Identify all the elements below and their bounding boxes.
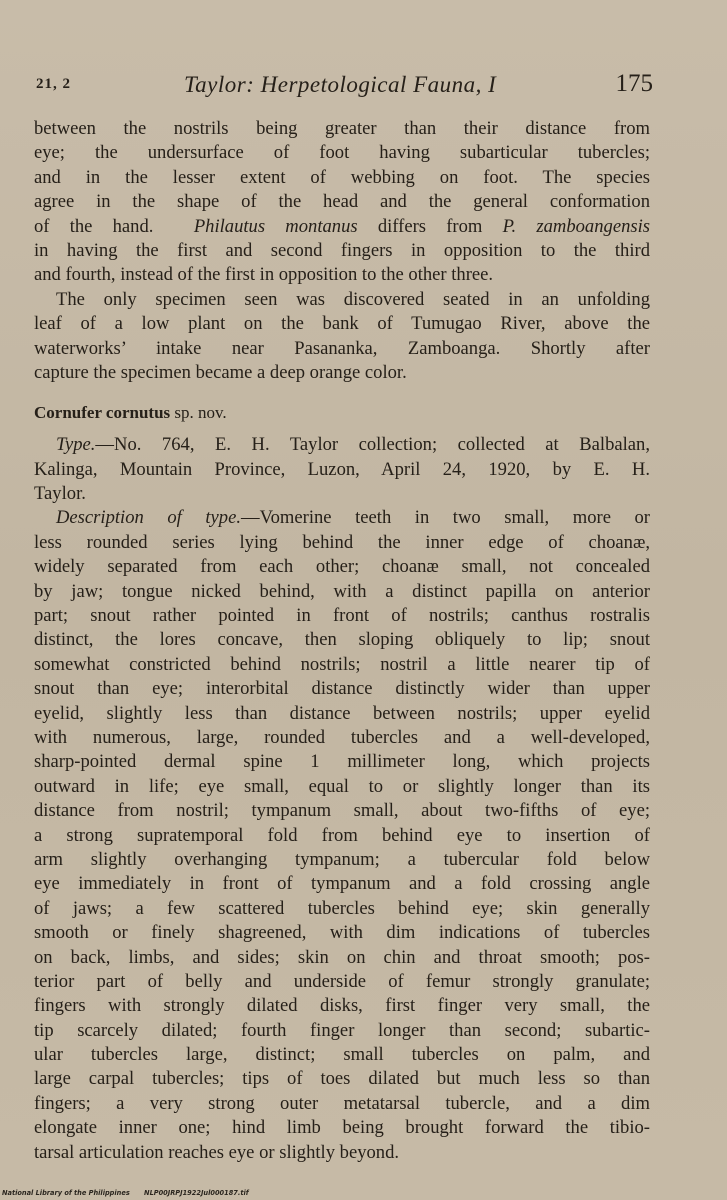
- text-fragment: of the hand.: [34, 215, 154, 237]
- text-line: eye immediately in front of tympanum and a fold crossing angle: [34, 873, 650, 895]
- paragraph-type: [34, 433, 650, 506]
- text-line: by jaw; tongue nicked behind, with a distinct papilla on anterior: [34, 580, 650, 602]
- text-line: less rounded series lying behind the inner edge of choanæ,: [34, 531, 650, 553]
- text-line: waterworks’ intake near Pasananka, Zamboanga. Shortly after: [34, 337, 650, 359]
- description-label: Description of type.: [56, 507, 241, 529]
- species-heading-suffix: sp. nov.: [174, 403, 227, 423]
- text-line-mixed: [34, 506, 650, 530]
- text-line: smooth or finely shagreened, with dim indications of tubercles: [34, 922, 650, 944]
- section-heading: [34, 401, 650, 425]
- text-line: fingers with strongly dilated disks, first finger very small, the: [34, 995, 650, 1017]
- text-line: between the nostrils being greater than their distance from: [34, 118, 650, 139]
- text-line: agree in the shape of the head and the general conformation: [34, 191, 650, 213]
- volume-issue: 21, 2: [36, 76, 71, 92]
- text-fragment: differs from: [377, 215, 483, 237]
- text-line: on back, limbs, and sides; skin on chin and throat smooth; pos-: [34, 946, 650, 968]
- text-line: elongate inner one; hind limb being brought forward the tibio-: [34, 1117, 650, 1139]
- text-line: ular tubercles large, distinct; small tubercles on palm, and: [34, 1044, 650, 1066]
- text-line: leaf of a low plant on the bank of Tumugao River, above the: [34, 313, 650, 335]
- species-name: Philautus montanus: [193, 215, 358, 237]
- paragraph-specimen: [34, 288, 650, 386]
- text-line: sharp-pointed dermal spine 1 millimeter long, which projects: [34, 751, 650, 773]
- body-text: [34, 117, 650, 1165]
- text-line: eye; the undersurface of foot having subarticular tubercles;: [34, 142, 650, 164]
- text-line: tarsal articulation reaches eye or slightly beyond.: [34, 1141, 400, 1163]
- paragraph-continuation: [34, 117, 650, 288]
- file-id: NLP00JRPJ1922Jul000187.tif: [144, 1189, 249, 1197]
- text-line: The only specimen seen was discovered seated in an unfolding: [56, 288, 650, 310]
- text-line: distinct, the lores concave, then sloping obliquely to lip; snout: [34, 629, 650, 651]
- text-line: fingers; a very strong outer metatarsal tubercle, and a dim: [34, 1092, 650, 1114]
- paragraph-description: [34, 506, 650, 1165]
- text-line: arm slightly overhanging tympanum; a tubercular fold below: [34, 848, 650, 870]
- scan-footer: [2, 1189, 249, 1197]
- text-line: and fourth, instead of the first in opposition to the other three.: [34, 264, 494, 286]
- text-line-mixed: [34, 215, 650, 239]
- text-line: of jaws; a few scattered tubercles behind eye; skin generally: [34, 897, 650, 919]
- text-line: and in the lesser extent of webbing on foot. The species: [34, 166, 650, 188]
- text-fragment: —No. 764, E. H. Taylor collection; collected at Balbalan,: [95, 434, 650, 456]
- text-line: Kalinga, Mountain Province, Luzon, April 24, 1920, by E. H.: [34, 458, 650, 480]
- text-line: widely separated from each other; choanæ small, not concealed: [34, 556, 650, 578]
- text-line: Taylor.: [34, 483, 86, 505]
- text-line: distance from nostril; tympanum small, about two-fifths of eye;: [34, 800, 650, 822]
- text-line: outward in life; eye small, equal to or slightly longer than its: [34, 775, 650, 797]
- text-line: somewhat constricted behind nostrils; nostril a little nearer tip of: [34, 653, 650, 675]
- text-line-mixed: [34, 433, 650, 457]
- library-credit: National Library of the Philippines: [2, 1189, 130, 1197]
- text-line: part; snout rather pointed in front of nostrils; canthus rostralis: [34, 605, 650, 627]
- text-line: with numerous, large, rounded tubercles and a well-developed,: [34, 726, 650, 748]
- text-fragment: —Vomerine teeth in two small, more or: [241, 507, 650, 529]
- type-label: Type.: [56, 434, 96, 456]
- text-line: tip scarcely dilated; fourth finger longer than second; subartic-: [34, 1019, 650, 1041]
- running-title: Taylor: Herpetological Fauna, I: [184, 72, 497, 97]
- text-line: large carpal tubercles; tips of toes dilated but much less so than: [34, 1068, 650, 1090]
- text-line: in having the first and second fingers in opposition to the third: [34, 239, 650, 261]
- species-name: P. zamboangensis: [502, 215, 650, 237]
- text-line: capture the specimen became a deep orange color.: [34, 361, 407, 383]
- text-line: snout than eye; interorbital distance distinctly wider than upper: [34, 678, 650, 700]
- text-line: terior part of belly and underside of femur strongly granulate;: [34, 970, 650, 992]
- text-line: a strong supratemporal fold from behind eye to insertion of: [34, 824, 650, 846]
- page-number: 175: [615, 70, 653, 97]
- text-line: eyelid, slightly less than distance between nostrils; upper eyelid: [34, 702, 650, 724]
- running-header: [36, 68, 653, 108]
- species-heading: Cornufer cornutus: [34, 403, 171, 423]
